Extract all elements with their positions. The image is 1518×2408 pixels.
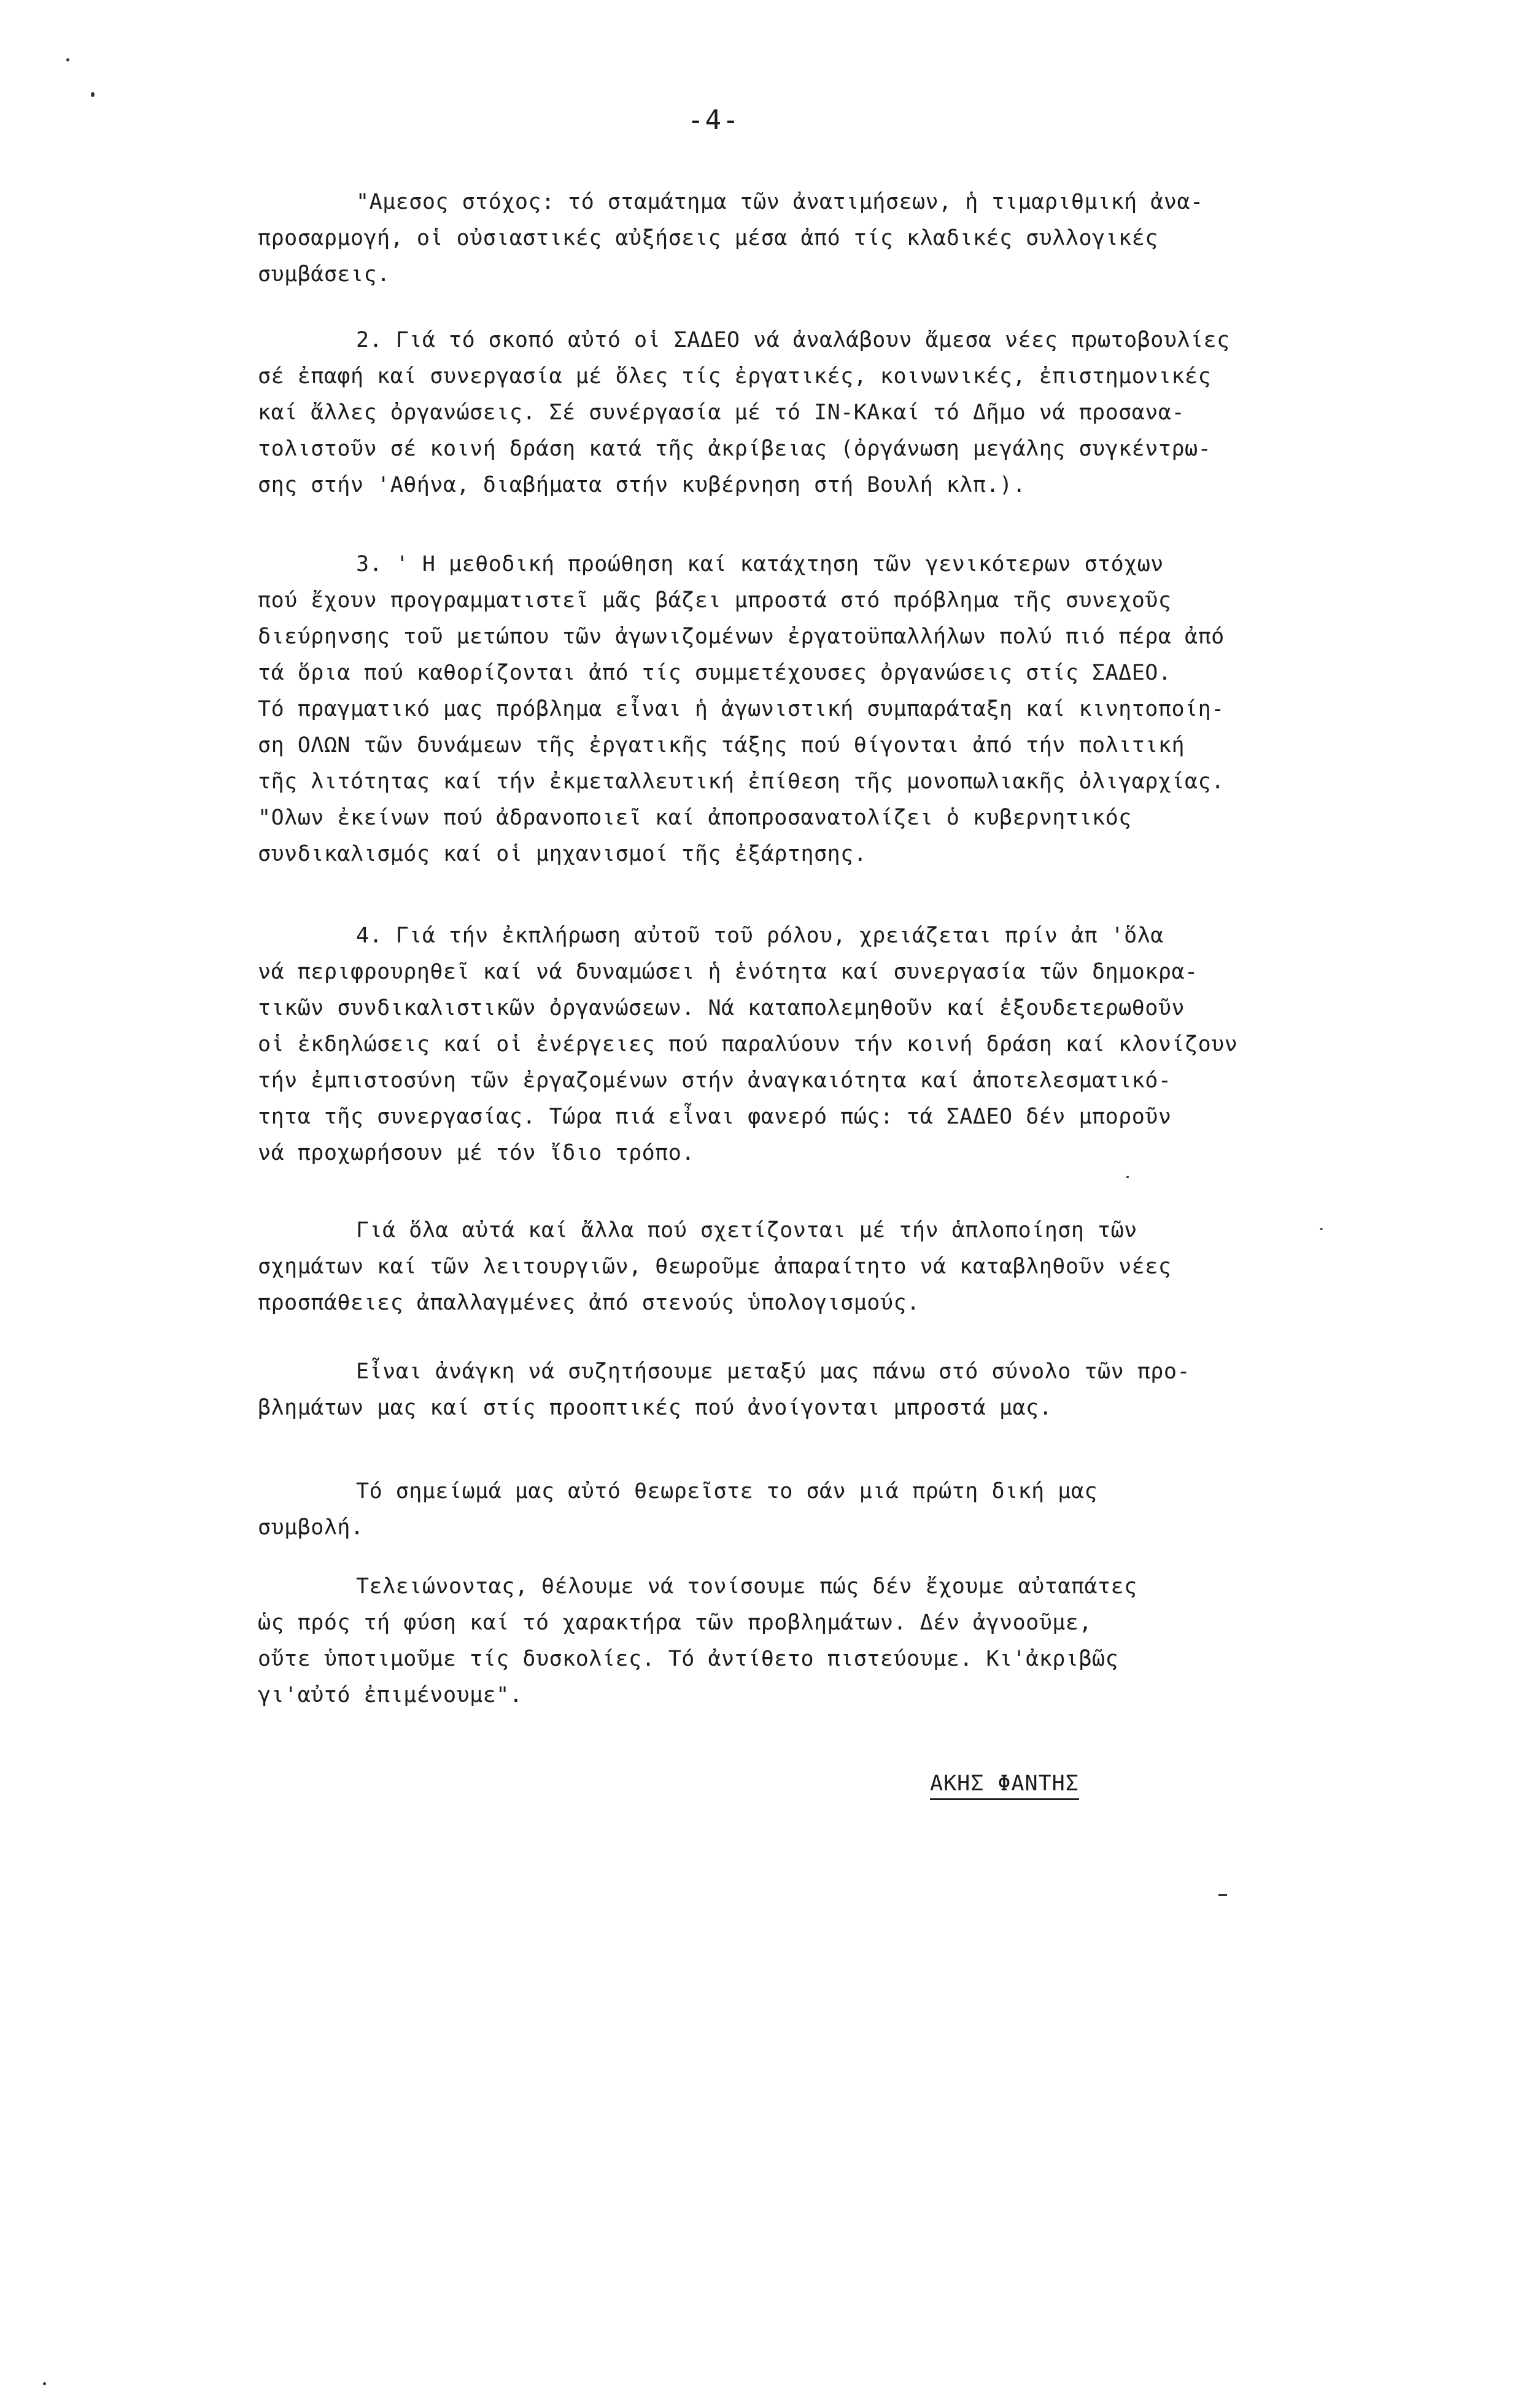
paragraph-line: συμβολή. <box>258 1515 364 1540</box>
paragraph-line: Τό σημείωμά μας αὐτό θεωρεῖστε το σάν μιά πρώτη δική μας <box>356 1479 1098 1504</box>
scan-speck <box>1218 1894 1227 1896</box>
paragraph-line: Τελειώνοντας, θέλουμε νά τονίσουμε πώς δέν ἔχουμε αὐταπάτες <box>356 1574 1137 1599</box>
paragraph-line: γι'αὐτό ἐπιμένουμε". <box>258 1683 523 1707</box>
paragraph-line: προσαρμογή, οἱ οὐσιαστικές αὐξήσεις μέσα ἀπό τίς κλαδικές συλλογικές <box>258 226 1158 251</box>
paragraph-line: τά ὅρια πού καθορίζονται ἀπό τίς συμμετέχουσες ὀργανώσεις στίς ΣΑΔΕΟ. <box>258 661 1172 685</box>
paragraph-closing <box>258 1569 1412 1714</box>
paragraph-line: σχημάτων καί τῶν λειτουργιῶν, θεωροῦμε ἀπαραίτητο νά καταβληθοῦν νέες <box>258 1254 1172 1279</box>
paragraph-line: ση ΟΛΩΝ τῶν δυνάμεων τῆς ἐργατικῆς τάξης πού θίγονται ἀπό τήν πολιτική <box>258 733 1185 758</box>
paragraph-line: τικῶν συνδικαλιστικῶν ὀργανώσεων. Νά καταπολεμηθοῦν καί ἐξουδετερωθοῦν <box>258 996 1185 1020</box>
paragraph-contribution <box>258 1474 1412 1546</box>
paragraph-line: Εἶναι ἀνάγκη νά συζητήσουμε μεταξύ μας πάνω στό σύνολο τῶν προ- <box>356 1359 1191 1384</box>
scan-speck <box>1126 1176 1129 1178</box>
paragraph-point-4 <box>258 918 1412 1171</box>
scan-speck <box>91 92 95 97</box>
paragraph-line: βλημάτων μας καί στίς προοπτικές πού ἀνοίγονται μπροστά μας. <box>258 1396 1053 1420</box>
paragraph-line: 3. ' Η μεθοδική προώθηση καί κατάχτηση τῶν γενικότερων στόχων <box>356 552 1164 577</box>
paragraph-line: πού ἔχουν προγραμματιστεῖ μᾶς βάζει μπροστά στό πρόβλημα τῆς συνεχοῦς <box>258 588 1172 613</box>
scan-speck <box>66 58 69 61</box>
paragraph-line: Τό πραγματικό μας πρόβλημα εἶναι ἡ ἀγωνιστική συμπαράταξη καί κινητοποίη- <box>258 697 1225 721</box>
paragraph-line: τητα τῆς συνεργασίας. Τώρα πιά εἶναι φανερό πώς: τά ΣΑΔΕΟ δέν μποροῦν <box>258 1105 1172 1129</box>
paragraph-simplification <box>258 1213 1412 1321</box>
paragraph-line: τολιστοῦν σέ κοινή δράση κατά τῆς ἀκρίβειας (ὀργάνωση μεγάλης συγκέντρω- <box>258 437 1212 461</box>
paragraph-line: τήν ἐμπιστοσύνη τῶν ἐργαζομένων στήν ἀναγκαιότητα καί ἀποτελεσματικό- <box>258 1068 1172 1093</box>
paragraph-line: 4. Γιά τήν ἐκπλήρωση αὐτοῦ τοῦ ρόλου, χρειάζεται πρίν ἀπ 'ὅλα <box>356 923 1164 948</box>
paragraph-line: "Ολων ἐκείνων πού ἀδρανοποιεῖ καί ἀποπροσανατολίζει ὁ κυβερνητικός <box>258 806 1132 830</box>
paragraph-point-3 <box>258 546 1412 872</box>
paragraph-line: νά προχωρήσουν μέ τόν ἴδιο τρόπο. <box>258 1141 695 1165</box>
paragraph-line: τῆς λιτότητας καί τήν ἐκμεταλλευτική ἐπίθεση τῆς μονοπωλιακῆς ὀλιγαρχίας. <box>258 769 1225 794</box>
paragraph-line: συνδικαλισμός καί οἱ μηχανισμοί τῆς ἐξάρτησης. <box>258 842 867 866</box>
paragraph-line: 2. Γιά τό σκοπό αὐτό οἱ ΣΑΔΕΟ νά ἀναλάβουν ἄμεσα νέες πρωτοβουλίες <box>356 328 1230 352</box>
paragraph-line: διεύρηνσης τοῦ μετώπου τῶν ἀγωνιζομένων ἐργατοϋπαλλήλων πολύ πιό πέρα ἀπό <box>258 624 1225 649</box>
paragraph-line: Γιά ὅλα αὐτά καί ἄλλα πού σχετίζονται μέ τήν ἁπλοποίηση τῶν <box>356 1218 1137 1243</box>
paragraph-line: "Αμεσος στόχος: τό σταμάτημα τῶν ἀνατιμήσεων, ἡ τιμαριθμική ἀνα- <box>356 190 1204 214</box>
paragraph-line: σης στήν 'Αθήνα, διαβήματα στήν κυβέρνηση στή Βουλή κλπ.). <box>258 473 1026 497</box>
paragraph-line: οἱ ἐκδηλώσεις καί οἱ ἐνέργειες πού παραλύουν τήν κοινή δράση καί κλονίζουν <box>258 1032 1238 1057</box>
paragraph-line: καί ἄλλες ὀργανώσεις. Σέ συνέργασία μέ τό ΙΝ-ΚΑκαί τό Δῆμο νά προσανα- <box>258 400 1185 425</box>
signature-name: ΑΚΗΣ ΦΑΝΤΗΣ <box>930 1771 1079 1800</box>
paragraph-immediate-goal <box>258 184 1412 293</box>
paragraph-point-2 <box>258 322 1412 503</box>
paragraph-line: συμβάσεις. <box>258 262 390 287</box>
scan-speck <box>43 2382 46 2385</box>
paragraph-line: οὔτε ὑποτιμοῦμε τίς δυσκολίες. Τό ἀντίθετο πιστεύουμε. Κι'ἀκριβῶς <box>258 1647 1119 1671</box>
paragraph-discussion <box>258 1354 1412 1426</box>
paragraph-line: προσπάθειες ἀπαλλαγμένες ἀπό στενούς ὑπολογισμούς. <box>258 1291 920 1315</box>
page-number: -4- <box>687 104 740 136</box>
paragraph-line: σέ ἐπαφή καί συνεργασία μέ ὅλες τίς ἐργατικές, κοινωνικές, ἐπιστημονικές <box>258 364 1212 389</box>
paragraph-line: νά περιφρουρηθεῖ καί νά δυναμώσει ἡ ἑνότητα καί συνεργασία τῶν δημοκρα- <box>258 960 1198 984</box>
scan-speck <box>1320 1228 1323 1230</box>
paragraph-line: ὡς πρός τή φύση καί τό χαρακτήρα τῶν προβλημάτων. Δέν ἀγνοοῦμε, <box>258 1610 1093 1635</box>
